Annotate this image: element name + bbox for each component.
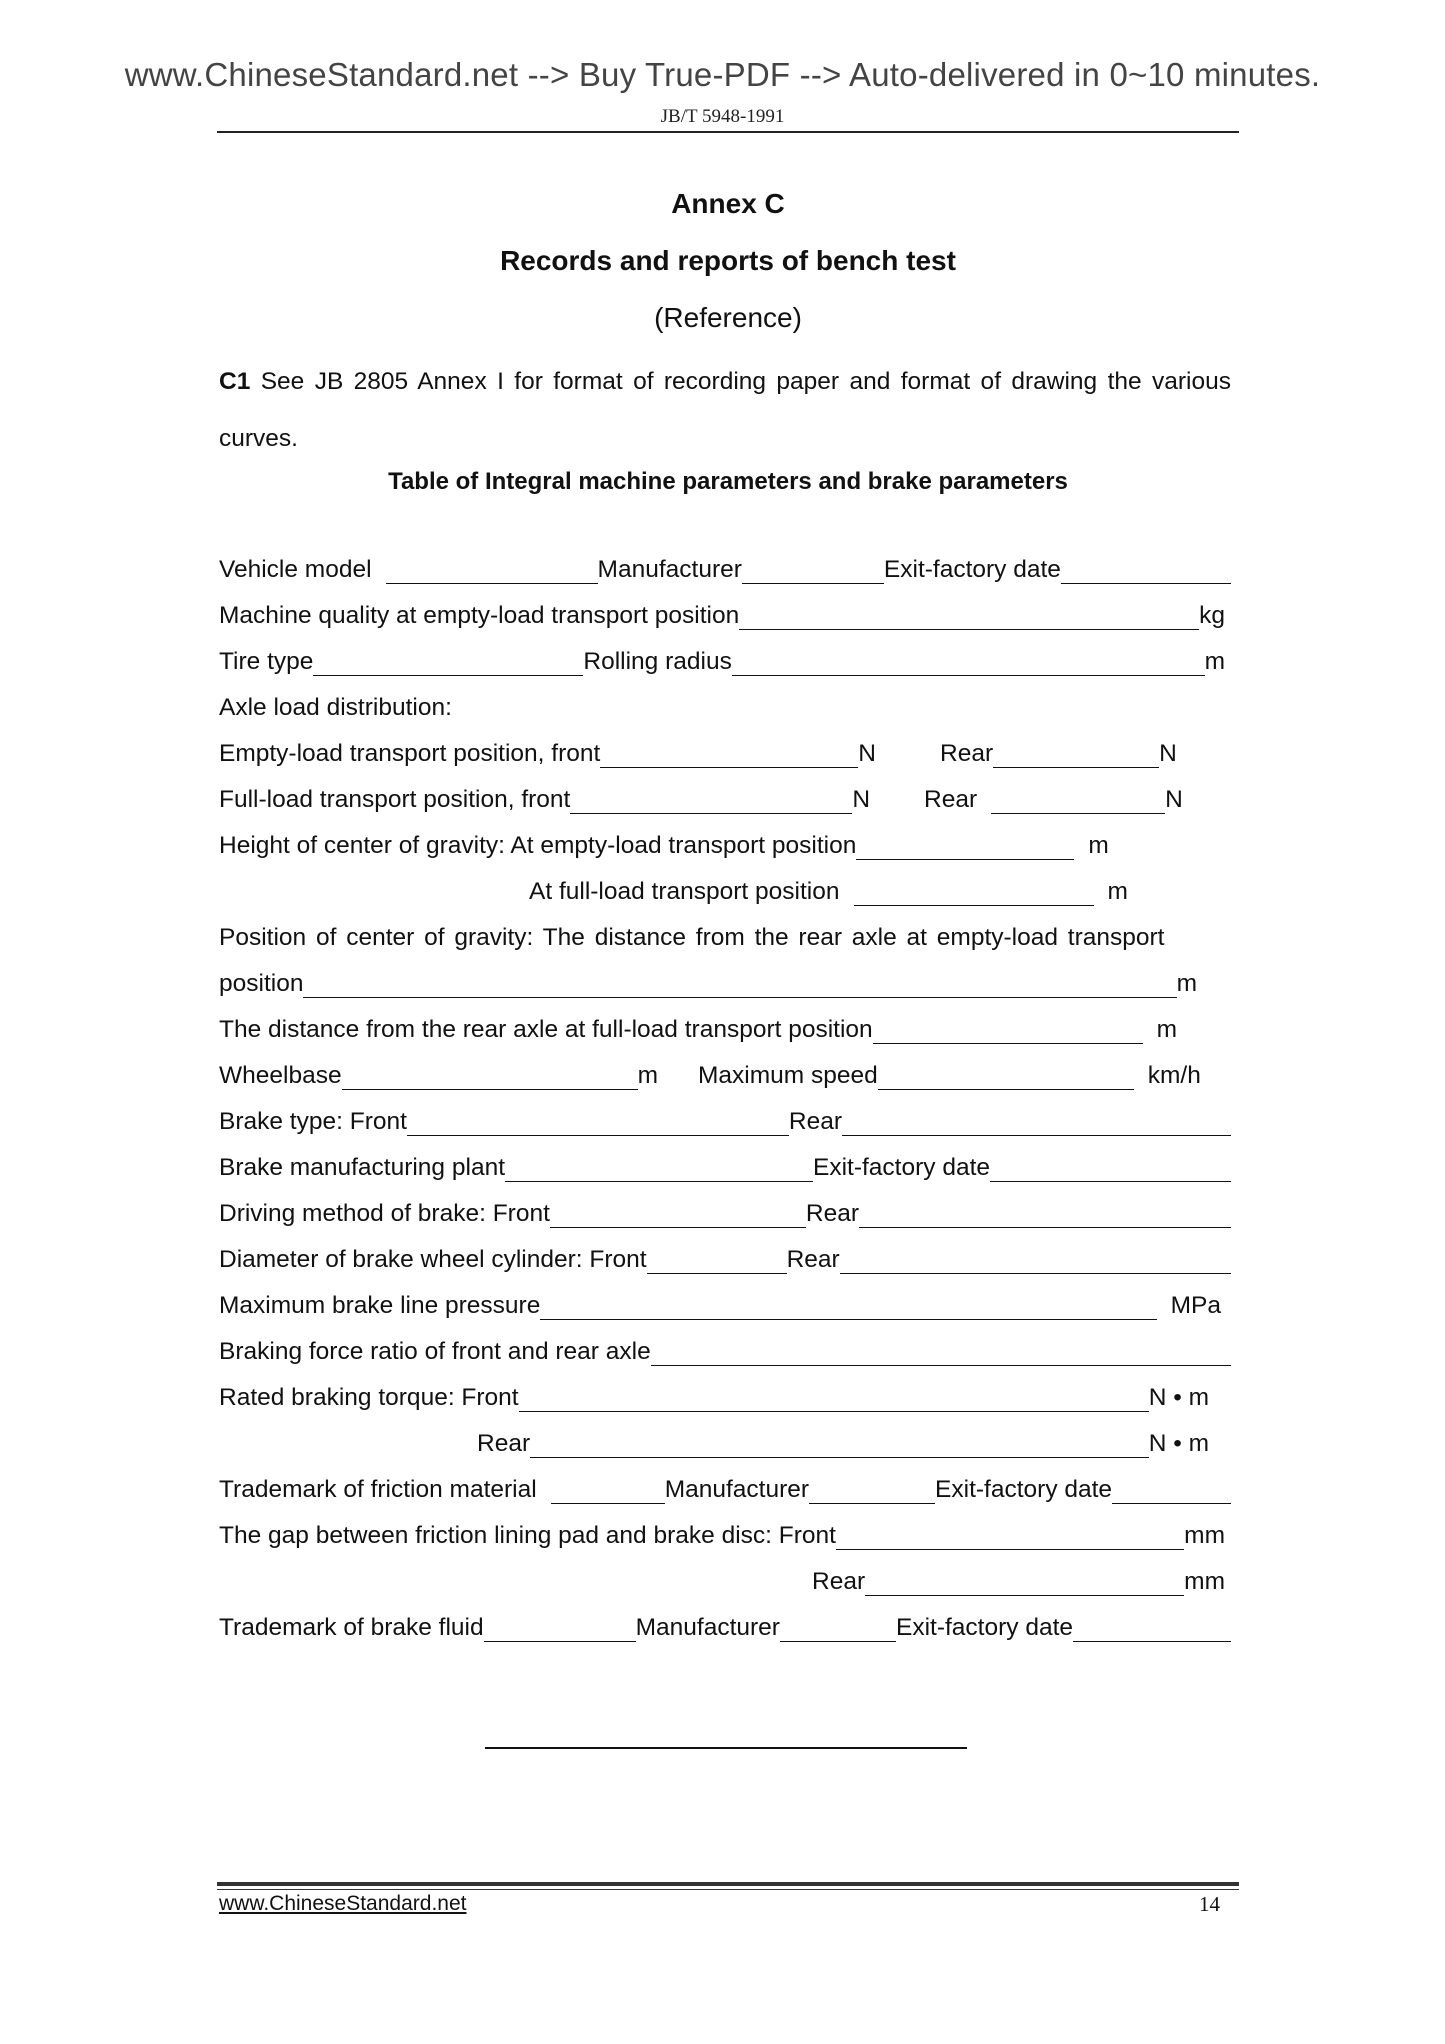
form-row-driving-method [219, 1188, 1231, 1228]
rolling-radius-field[interactable] [732, 649, 1205, 676]
fluid-exit-date-field[interactable] [1073, 1615, 1231, 1642]
distance-full-label: The distance from the rear axle at full-load transport position [219, 1016, 873, 1043]
intro-paragraph [219, 353, 1231, 467]
header-divider [217, 131, 1239, 133]
driving-method-rear-label: Rear [805, 1200, 860, 1227]
brake-type-rear-label: Rear [788, 1108, 843, 1135]
cog-position-empty-field[interactable] [303, 971, 1176, 998]
friction-manufacturer-label: Manufacturer [664, 1476, 810, 1503]
form-row-empty-load [219, 728, 1231, 768]
unit-mm: mm [1184, 1568, 1225, 1595]
driving-method-rear-field[interactable] [859, 1201, 1231, 1228]
unit-n: N [852, 786, 871, 813]
annex-title: Annex C [671, 188, 785, 219]
form-row-cog-height-empty [219, 820, 1231, 860]
position-label: position [219, 970, 304, 997]
fluid-manufacturer-field[interactable] [780, 1615, 896, 1642]
manufacturer-label: Manufacturer [597, 556, 742, 583]
max-pressure-field[interactable] [540, 1293, 1156, 1320]
unit-m: m [637, 1062, 658, 1089]
unit-n: N [1159, 740, 1177, 767]
form-row-full-load [219, 774, 1231, 814]
driving-method-front-field[interactable] [550, 1201, 806, 1228]
torque-front-label: Rated braking torque: Front [219, 1384, 519, 1411]
footer-divider-thin [217, 1889, 1239, 1890]
full-rear-field[interactable] [991, 787, 1165, 814]
table-title: Table of Integral machine parameters and brake parameters [388, 468, 1068, 495]
machine-quality-field[interactable] [739, 603, 1199, 630]
friction-manufacturer-field[interactable] [809, 1477, 935, 1504]
standard-code: JB/T 5948-1991 [660, 106, 785, 127]
max-pressure-label: Maximum brake line pressure [219, 1292, 541, 1319]
friction-trademark-field[interactable] [551, 1477, 665, 1504]
unit-kmh: km/h [1147, 1062, 1201, 1089]
annex-note: (Reference) [654, 302, 802, 333]
form-row-position [219, 958, 1231, 998]
force-ratio-label: Braking force ratio of front and rear axle [219, 1338, 651, 1365]
unit-m: m [1156, 1016, 1178, 1043]
brake-type-front-label: Brake type: Front [219, 1108, 407, 1135]
form-row-axle-load [219, 682, 1231, 722]
empty-rear-label: Rear [940, 740, 994, 767]
max-speed-field[interactable] [878, 1063, 1134, 1090]
form-row-tire [219, 636, 1231, 676]
cog-height-label: Height of center of gravity: At empty-load transport position [219, 832, 857, 859]
unit-nm: N • m [1148, 1430, 1209, 1457]
fluid-exit-date-label: Exit-factory date [895, 1614, 1073, 1641]
cog-position-label: Position of center of gravity: The distance from the rear axle at empty-load transport [219, 924, 1165, 951]
fluid-trademark-label: Trademark of brake fluid [219, 1614, 484, 1641]
fluid-manufacturer-label: Manufacturer [635, 1614, 780, 1641]
form-row-gap-rear [219, 1556, 1231, 1596]
torque-rear-field[interactable] [530, 1431, 1149, 1458]
cylinder-rear-field[interactable] [840, 1247, 1231, 1274]
force-ratio-field[interactable] [651, 1339, 1231, 1366]
unit-m: m [1088, 832, 1109, 859]
gap-rear-label: Rear [812, 1568, 866, 1595]
full-rear-label: Rear [924, 786, 978, 813]
form-row-cog-position [219, 912, 1231, 952]
unit-mm: mm [1184, 1522, 1225, 1549]
tire-type-label: Tire type [219, 648, 314, 675]
full-front-label: Full-load transport position, front [219, 786, 571, 813]
form-row-friction [219, 1464, 1231, 1504]
max-speed-label: Maximum speed [698, 1062, 878, 1089]
torque-front-field[interactable] [519, 1385, 1149, 1412]
unit-nm: N • m [1148, 1384, 1209, 1411]
annex-subtitle: Records and reports of bench test [500, 245, 956, 276]
brake-type-front-field[interactable] [407, 1109, 789, 1136]
manufacturer-field[interactable] [742, 557, 884, 584]
brake-type-rear-field[interactable] [842, 1109, 1231, 1136]
exit-date-label: Exit-factory date [883, 556, 1061, 583]
brake-exit-date-field[interactable] [990, 1155, 1231, 1182]
wheelbase-label: Wheelbase [219, 1062, 342, 1089]
axle-load-label: Axle load distribution: [219, 694, 452, 721]
torque-rear-label: Rear [477, 1430, 531, 1457]
cylinder-front-field[interactable] [647, 1247, 787, 1274]
machine-quality-label: Machine quality at empty-load transport position [219, 602, 740, 629]
empty-front-label: Empty-load transport position, front [219, 740, 601, 767]
form-row-brake-plant [219, 1142, 1231, 1182]
brake-plant-label: Brake manufacturing plant [219, 1154, 505, 1181]
form-row-max-pressure [219, 1280, 1231, 1320]
end-of-document-rule [485, 1747, 967, 1749]
empty-rear-field[interactable] [993, 741, 1159, 768]
cylinder-front-label: Diameter of brake wheel cylinder: Front [219, 1246, 647, 1273]
form-row-wheelbase [219, 1050, 1231, 1090]
vehicle-model-label: Vehicle model [219, 556, 372, 583]
footer-site-link[interactable]: www.ChineseStandard.net [219, 1892, 467, 1915]
vehicle-model-field[interactable] [386, 557, 598, 584]
unit-m: m [1176, 970, 1197, 997]
wheelbase-field[interactable] [342, 1063, 638, 1090]
cog-height-empty-field[interactable] [856, 833, 1074, 860]
unit-m: m [1107, 878, 1128, 905]
form-row-cog-height-full [219, 866, 1231, 906]
exit-date-field[interactable] [1061, 557, 1231, 584]
unit-m: m [1204, 648, 1225, 675]
full-front-field[interactable] [570, 787, 852, 814]
friction-exit-date-label: Exit-factory date [935, 1476, 1113, 1503]
friction-trademark-label: Trademark of friction material [219, 1476, 537, 1503]
footer-divider-thick [217, 1882, 1239, 1886]
form-row-vehicle [219, 544, 1231, 584]
gap-front-field[interactable] [836, 1523, 1184, 1550]
unit-n: N [858, 740, 876, 767]
brake-exit-date-label: Exit-factory date [813, 1154, 991, 1181]
cog-height-full-field[interactable] [854, 879, 1094, 906]
form-row-cylinder [219, 1234, 1231, 1274]
form-row-torque-front [219, 1372, 1231, 1412]
form-row-machine-quality [219, 590, 1231, 630]
tire-type-field[interactable] [313, 649, 583, 676]
clause-label: C1 [219, 368, 251, 395]
unit-n: N [1165, 786, 1183, 813]
driving-method-front-label: Driving method of brake: Front [219, 1200, 550, 1227]
cylinder-rear-label: Rear [786, 1246, 840, 1273]
brake-plant-field[interactable] [505, 1155, 813, 1182]
form-row-distance-full [219, 1004, 1231, 1044]
friction-exit-date-field[interactable] [1112, 1477, 1231, 1504]
page-number: 14 [1199, 1892, 1220, 1916]
form-row-gap-front [219, 1510, 1231, 1550]
intro-text: See JB 2805 Annex I for format of recording paper and format of drawing the various curves. [219, 368, 1231, 452]
gap-rear-field[interactable] [865, 1569, 1184, 1596]
form-row-force-ratio [219, 1326, 1231, 1366]
empty-front-field[interactable] [600, 741, 858, 768]
gap-front-label: The gap between friction lining pad and brake disc: Front [219, 1522, 836, 1549]
form-row-brake-type [219, 1096, 1231, 1136]
header-banner: www.ChineseStandard.net --> Buy True-PDF --> Auto-delivered in 0~10 minutes. [124, 56, 1321, 93]
unit-kg: kg [1199, 602, 1225, 629]
fluid-trademark-field[interactable] [484, 1615, 636, 1642]
form-row-brake-fluid [219, 1602, 1231, 1642]
unit-mpa: MPa [1170, 1292, 1221, 1319]
distance-full-field[interactable] [873, 1017, 1143, 1044]
rolling-radius-label: Rolling radius [583, 648, 732, 675]
cog-height-full-label: At full-load transport position [529, 878, 840, 905]
form-row-torque-rear [219, 1418, 1231, 1458]
